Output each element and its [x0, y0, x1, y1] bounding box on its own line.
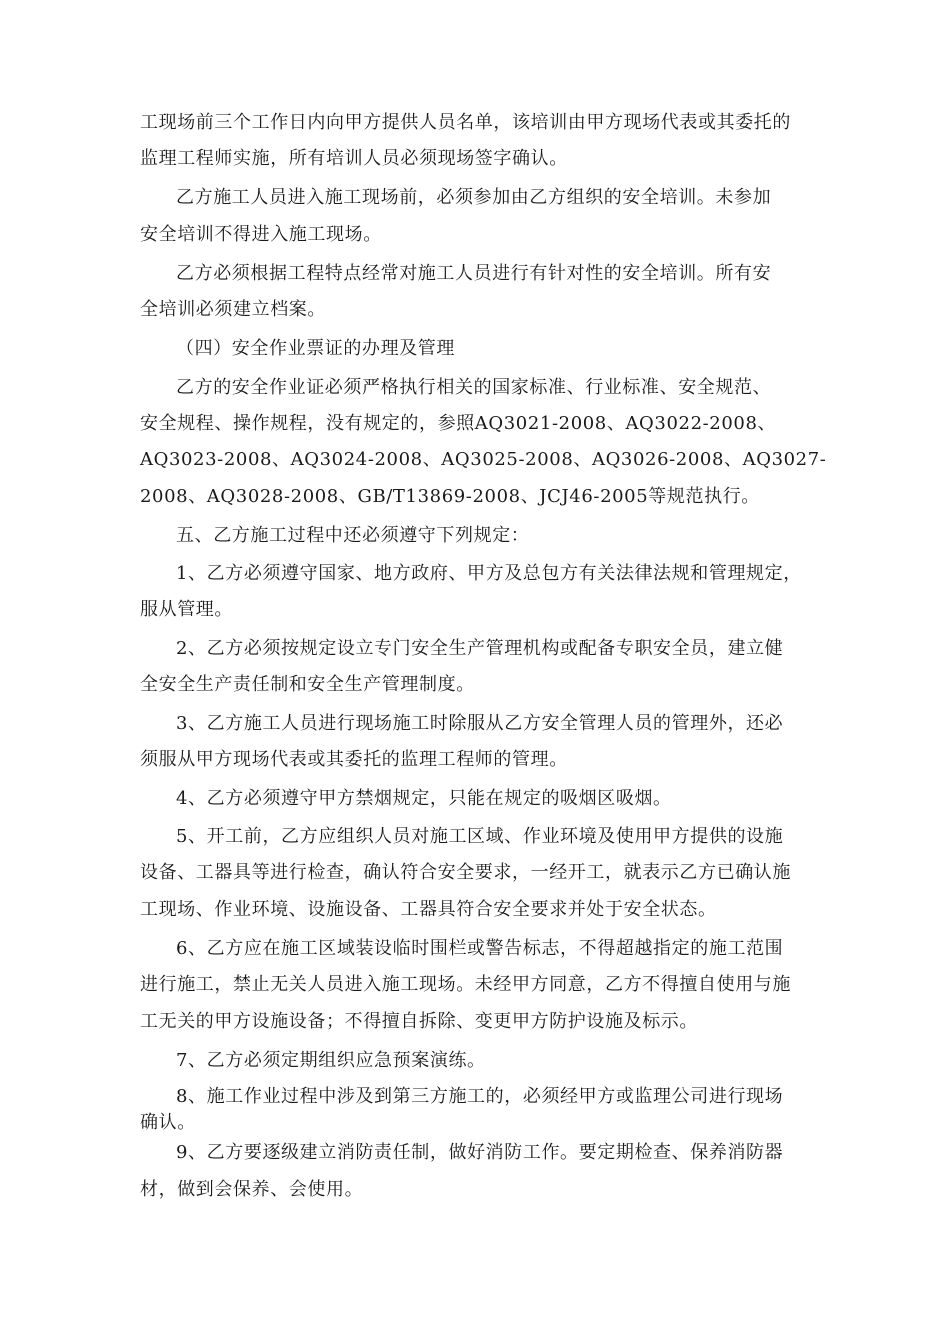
text-line: 材，做到会保养、会使用。: [140, 1179, 364, 1200]
list-item-text: 6、乙方应在施工区域装设临时围栏或警告标志，不得超越指定的施工范围: [176, 938, 784, 959]
text-line: AQ3023-2008、AQ3024-2008、AQ3025-2008、AQ3026-2008、AQ3027-: [140, 449, 827, 470]
text-line: 工无关的甲方设施设备；不得擅自拆除、变更甲方防护设施及标示。: [140, 1011, 698, 1032]
list-item-text: 2、乙方必须按规定设立专门安全生产管理机构或配备专职安全员，建立健: [176, 638, 784, 659]
text-line: 全培训必须建立档案。: [140, 299, 326, 320]
text-line: 须服从甲方现场代表或其委托的监理工程师的管理。: [140, 749, 568, 770]
section-heading: （四）安全作业票证的办理及管理: [176, 338, 455, 359]
text-line: 安全培训不得进入施工现场。: [140, 224, 382, 245]
text-line: 工现场前三个工作日内向甲方提供人员名单，该培训由甲方现场代表或其委托的: [140, 112, 791, 133]
text-line: 监理工程师实施，所有培训人员必须现场签字确认。: [140, 148, 568, 169]
list-item-text: 4、乙方必须遵守甲方禁烟规定，只能在规定的吸烟区吸烟。: [176, 788, 672, 809]
section-heading: 五、乙方施工过程中还必须遵守下列规定：: [176, 525, 530, 546]
text-line: 全安全生产责任制和安全生产管理制度。: [140, 674, 475, 695]
text-line: 进行施工，禁止无关人员进入施工现场。未经甲方同意，乙方不得擅自使用与施: [140, 974, 791, 995]
list-item-text: 5、开工前，乙方应组织人员对施工区域、作业环境及使用甲方提供的设施: [176, 826, 784, 847]
text-line: 2008、AQ3028-2008、GB/T13869-2008、JCJ46-2005等规范执行。: [140, 486, 760, 507]
list-item-text: 1、乙方必须遵守国家、地方政府、甲方及总包方有关法律法规和管理规定，: [176, 563, 802, 584]
list-item-text: 3、乙方施工人员进行现场施工时除服从乙方安全管理人员的管理外，还必: [176, 713, 784, 734]
text-line: 乙方的安全作业证必须严格执行相关的国家标准、行业标准、安全规范、: [176, 377, 772, 398]
list-item-text: 8、施工作业过程中涉及到第三方施工的，必须经甲方或监理公司进行现场: [176, 1086, 784, 1107]
text-line: 安全规程、操作规程，没有规定的，参照AQ3021-2008、AQ3022-2008、: [140, 413, 777, 434]
text-line: 服从管理。: [140, 599, 233, 620]
list-item-text: 7、乙方必须定期组织应急预案演练。: [176, 1050, 486, 1071]
text-line: 确认。: [140, 1112, 196, 1133]
text-line: 工现场、作业环境、设施设备、工器具符合安全要求并处于安全状态。: [140, 899, 717, 920]
text-line: 乙方施工人员进入施工现场前，必须参加由乙方组织的安全培训。未参加: [176, 187, 772, 208]
list-item-text: 9、乙方要逐级建立消防责任制，做好消防工作。要定期检查、保养消防器: [176, 1142, 784, 1163]
text-line: 乙方必须根据工程特点经常对施工人员进行有针对性的安全培训。所有安: [176, 263, 772, 284]
text-line: 设备、工器具等进行检查，确认符合安全要求，一经开工，就表示乙方已确认施: [140, 862, 791, 883]
